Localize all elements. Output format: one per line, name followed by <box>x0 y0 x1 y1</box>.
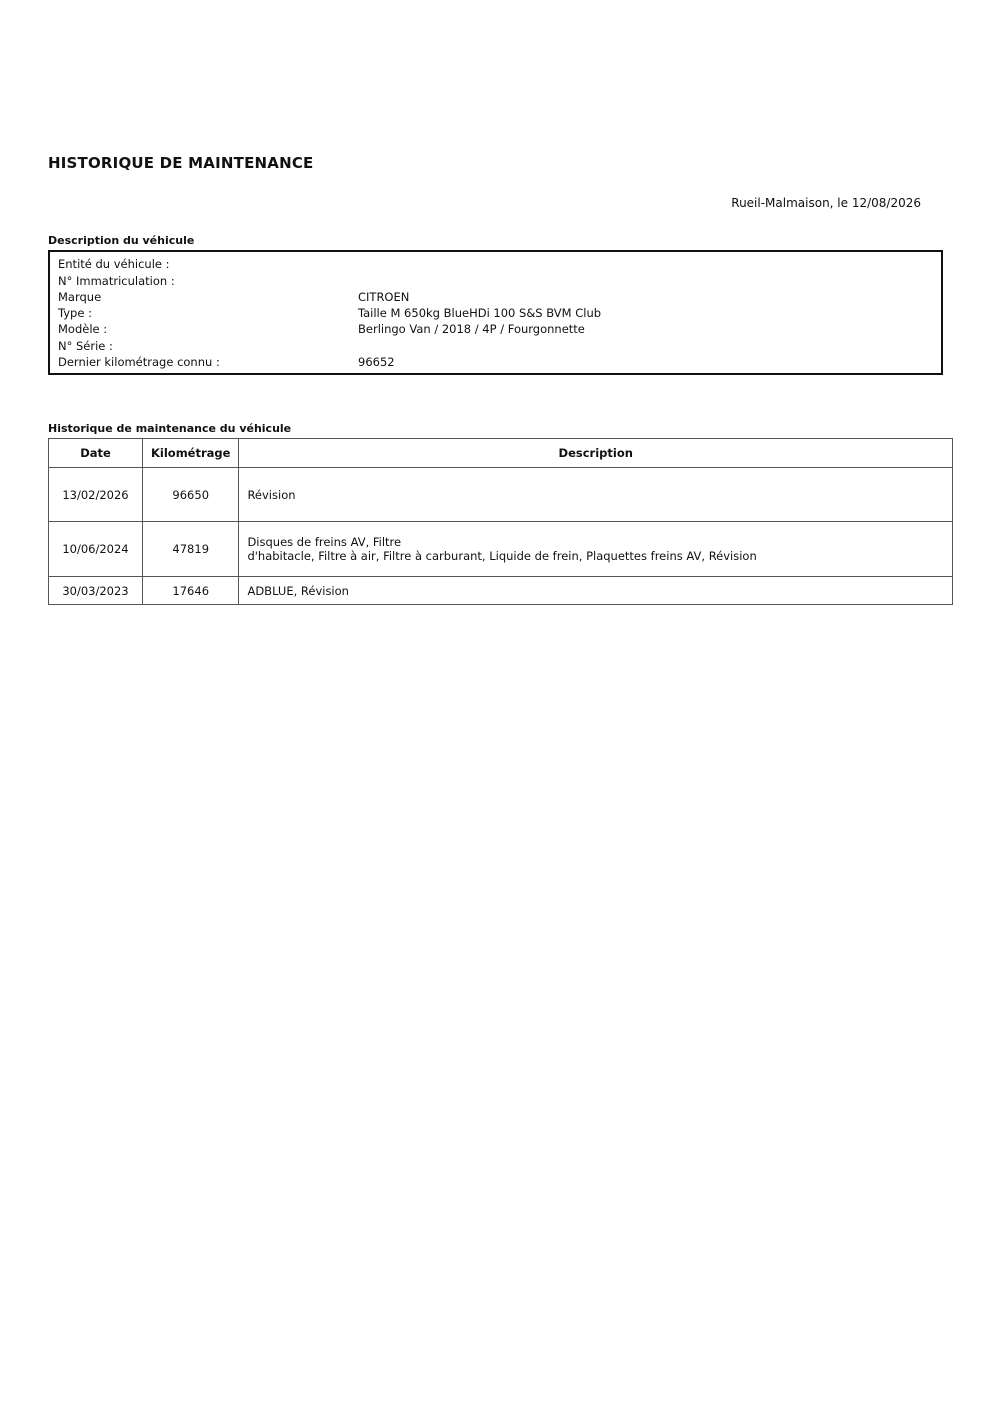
cell-date: 13/02/2026 <box>49 468 143 522</box>
column-header-date: Date <box>49 439 143 468</box>
vehicle-row-entity <box>58 256 938 272</box>
vehicle-label: Dernier kilométrage connu : <box>58 355 220 369</box>
description-line: Disques de freins AV, Filtre <box>247 535 402 549</box>
table-row <box>49 577 953 605</box>
vehicle-label: Marque <box>58 290 102 304</box>
maintenance-history-table <box>48 438 953 605</box>
vehicle-label: Modèle : <box>58 322 108 336</box>
vehicle-row-mileage <box>58 354 938 370</box>
table-header-row <box>49 439 953 468</box>
vehicle-label: Type : <box>58 306 92 320</box>
table-row <box>49 522 953 577</box>
cell-description <box>239 522 953 577</box>
vehicle-value: Berlingo Van / 2018 / 4P / Fourgonnette <box>358 322 585 336</box>
vehicle-row-model <box>58 321 938 337</box>
history-section-title: Historique de maintenance du véhicule <box>48 422 292 435</box>
description-line: ADBLUE, Révision <box>247 583 349 598</box>
vehicle-row-brand <box>58 289 938 305</box>
cell-km: 47819 <box>143 522 239 577</box>
column-header-km: Kilométrage <box>143 439 239 468</box>
vehicle-value: CITROEN <box>358 290 410 304</box>
table-row <box>49 468 953 522</box>
place-date: Rueil-Malmaison, le 12/08/2026 <box>731 196 921 210</box>
cell-date: 10/06/2024 <box>49 522 143 577</box>
vehicle-section-title: Description du véhicule <box>48 234 195 247</box>
vehicle-description-box <box>48 250 943 375</box>
cell-km: 17646 <box>143 577 239 605</box>
document-title: HISTORIQUE DE MAINTENANCE <box>48 154 314 172</box>
vehicle-value: Taille M 650kg BlueHDi 100 S&S BVM Club <box>358 306 602 320</box>
cell-km: 96650 <box>143 468 239 522</box>
vehicle-value: 96652 <box>358 355 395 369</box>
vehicle-row-type <box>58 305 938 321</box>
vehicle-label: N° Série : <box>58 339 113 353</box>
vehicle-label: Entité du véhicule : <box>58 257 170 271</box>
description-line: Révision <box>247 487 296 502</box>
description-line: d'habitacle, Filtre à air, Filtre à carburant, Liquide de frein, Plaquettes freins AV, Révision <box>247 549 757 563</box>
cell-date: 30/03/2023 <box>49 577 143 605</box>
vehicle-label: N° Immatriculation : <box>58 274 175 288</box>
cell-description <box>239 577 953 605</box>
column-header-description: Description <box>239 439 953 468</box>
cell-description <box>239 468 953 522</box>
vehicle-row-serial <box>58 338 938 354</box>
vehicle-row-registration <box>58 273 938 289</box>
